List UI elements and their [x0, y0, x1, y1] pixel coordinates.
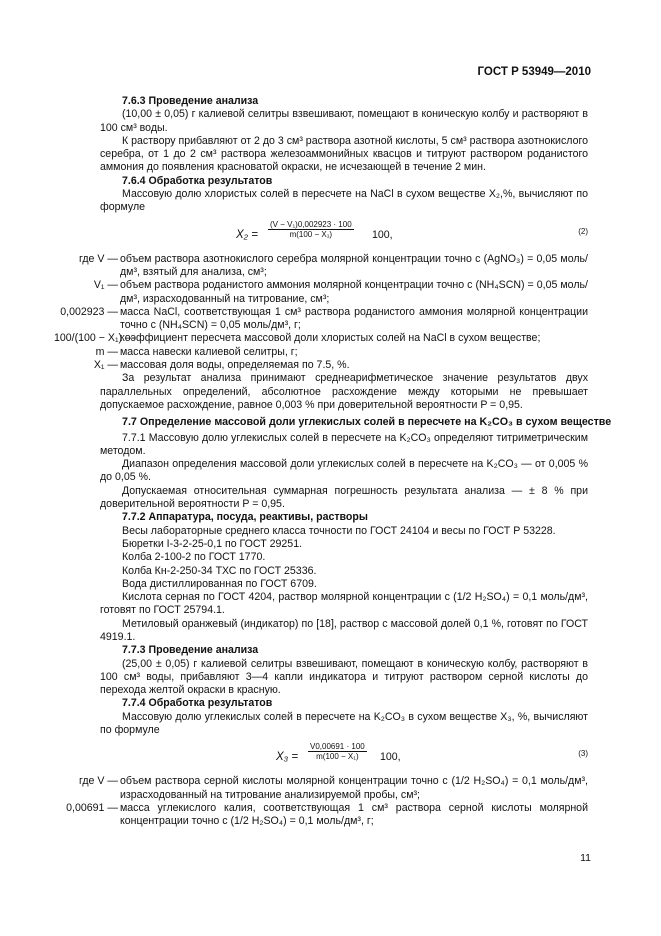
- legend-row: [60, 305, 588, 333]
- legend-text: коэффициент пересчета массовой доли хлористых солей на NaCl в сухом веществе;: [120, 332, 541, 345]
- formula-numerator: (V − V₁)0,002923 · 100: [270, 219, 352, 229]
- section-title-764: 7.6.4 Обработка результатов: [122, 174, 273, 187]
- legend-symbol: m —: [95, 345, 118, 358]
- formula-lhs: X₃ =: [276, 751, 299, 764]
- legend-symbol: 0,00691 —: [66, 801, 118, 814]
- section-title-772: 7.7.2 Аппаратура, посуда, реактивы, растворы: [122, 511, 368, 524]
- legend-row: [54, 332, 588, 345]
- legend-symbol: где V —: [78, 252, 118, 265]
- section-title-77: 7.7 Определение массовой доли углекислых солей в пересчете на K₂CO₃ в сухом веществе: [122, 416, 612, 429]
- legend-symbol: V₁ —: [93, 279, 118, 292]
- legend-text: объем раствора роданистого аммония молярной концентрации точно c (NH₄SCN) = 0,05 моль/дм³, израсходованный на титрование, см³;: [120, 279, 588, 305]
- legend-formula-3: [66, 775, 588, 828]
- paragraph: Диапазон определения массовой доли углекислых солей в пересчете на K₂CO₃ — от 0,005 % до 0,05 %.: [100, 458, 588, 484]
- legend-row: [66, 801, 588, 829]
- legend-text: масса навески калиевой селитры, г;: [120, 345, 298, 358]
- list-item: Весы лабораторные среднего класса точности по ГОСТ 24104 и весы по ГОСТ Р 53228.: [122, 524, 556, 537]
- document-header: ГОСТ Р 53949—2010: [477, 66, 591, 78]
- formula-denominator: m(100 − X₁): [316, 752, 359, 762]
- legend-text: масса углекислого калия, соответствующая 1 см³ раствора серной кислоты молярной концентрации точно c (1/2 H₂SO₄) = 0,1 моль/дм³, г;: [120, 801, 588, 828]
- legend-symbol: 100/(100 − X₁) —: [54, 332, 136, 345]
- formula-2: [100, 217, 588, 251]
- legend-text: масса NaCl, соответствующая 1 см³ раствора роданистого аммония молярной концентрации точно c (NH₄SCN) = 0,05 моль/дм³, г;: [120, 305, 588, 332]
- formula-number: (3): [578, 749, 588, 759]
- legend-row: [93, 279, 588, 306]
- list-item: Колба 2-100-2 по ГОСТ 1770.: [122, 551, 266, 564]
- paragraph: Массовую долю хлористых солей в пересчете на NaCl в сухом веществе X₂,%, вычисляют по формуле: [100, 188, 588, 214]
- formula-denominator: m(100 − X₁): [289, 229, 333, 239]
- legend-row: [95, 345, 588, 359]
- legend-formula-2: [54, 252, 588, 373]
- paragraph: (25,00 ± 0,05) г калиевой селитры взвешивают, помещают в коническую колбу, растворяют в 100 см³ воды, прибавляют 3—4 капли индикатора и титруют раствором серной кислоты до перехода желтой окраски в красную.: [100, 657, 588, 697]
- legend-symbol: где V —: [78, 775, 118, 788]
- paragraph: За результат анализа принимают среднеарифметическое значение результатов двух параллельных определений, абсолютное расхождение между которыми не превышает допускаемое расхождение, равное 0,003 % при доверительной вероятности P = 0,95.: [100, 372, 588, 411]
- section-title-774: 7.7.4 Обработка результатов: [122, 697, 273, 710]
- paragraph: Допускаемая относительная суммарная погрешность результата анализа — ± 8 % при доверительной вероятности P = 0,95.: [100, 484, 588, 511]
- legend-row: [78, 775, 588, 802]
- formula-tail: 100,: [380, 751, 401, 764]
- paragraph: (10,00 ± 0,05) г калиевой селитры взвешивают, помещают в коническую колбу и растворяют в 100 см³ воды.: [100, 108, 588, 134]
- paragraph: Массовую долю углекислых солей в пересчете на K₂CO₃ в сухом веществе X₃, %, вычисляют по формуле: [100, 710, 588, 737]
- legend-text: объем раствора азотнокислого серебра молярной концентрации точно c (AgNO₃) = 0,05 моль/дм³, взятый для анализа, см³;: [120, 252, 588, 278]
- formula-tail: 100,: [372, 228, 393, 241]
- paragraph: 7.7.1 Массовую долю углекислых солей в пересчете на K₂CO₃ определяют титриметрическим методом.: [100, 431, 588, 457]
- section-title-763: 7.6.3 Проведение анализа: [122, 95, 259, 107]
- formula-number: (2): [578, 226, 588, 236]
- page-number: 11: [580, 852, 591, 864]
- formula-3: [100, 739, 588, 773]
- legend-text: массовая доля воды, определяемая по 7.5, %.: [120, 359, 350, 372]
- formula-fraction: [268, 220, 354, 239]
- formula-numerator: V0,00691 · 100: [310, 742, 365, 752]
- paragraph: К раствору прибавляют от 2 до 3 см³ раствора азотной кислоты, 5 см³ раствора азотнокислого серебра, от 1 до 2 см³ раствора железоаммонийных квасцов и титруют раствором роданистого аммония до появления красноватой окраски, не исчезающей в течение 2 мин.: [100, 134, 588, 174]
- list-item: Кислота серная по ГОСТ 4204, раствор молярной концентрации c (1/2 H₂SO₄) = 0,1 моль/дм³, готовят по ГОСТ 25794.1.: [100, 591, 588, 617]
- legend-symbol: 0,002923 —: [60, 305, 118, 318]
- legend-text: объем раствора серной кислоты молярной концентрации точно c (1/2 H₂SO₄) = 0,1 моль/дм³, израсходованный на титрование анализируемой пробы, см³;: [120, 775, 588, 801]
- list-item: Метиловый оранжевый (индикатор) по [18], раствор с массовой долей 0,1 %, готовят по ГОСТ 4919.1.: [100, 617, 588, 643]
- section-title-773: 7.7.3 Проведение анализа: [122, 644, 259, 657]
- legend-row: [93, 359, 588, 372]
- formula-fraction: [308, 742, 367, 761]
- list-item: Бюретки I-3-2-25-0,1 по ГОСТ 29251.: [122, 537, 303, 550]
- page-body: [54, 95, 612, 829]
- legend-symbol: X₁ —: [93, 359, 118, 372]
- list-item: Колба Кн-2-250-34 ТХС по ГОСТ 25336.: [122, 564, 317, 577]
- formula-lhs: X₂ =: [236, 228, 258, 241]
- list-item: Вода дистиллированная по ГОСТ 6709.: [122, 577, 317, 590]
- legend-row: [78, 252, 588, 280]
